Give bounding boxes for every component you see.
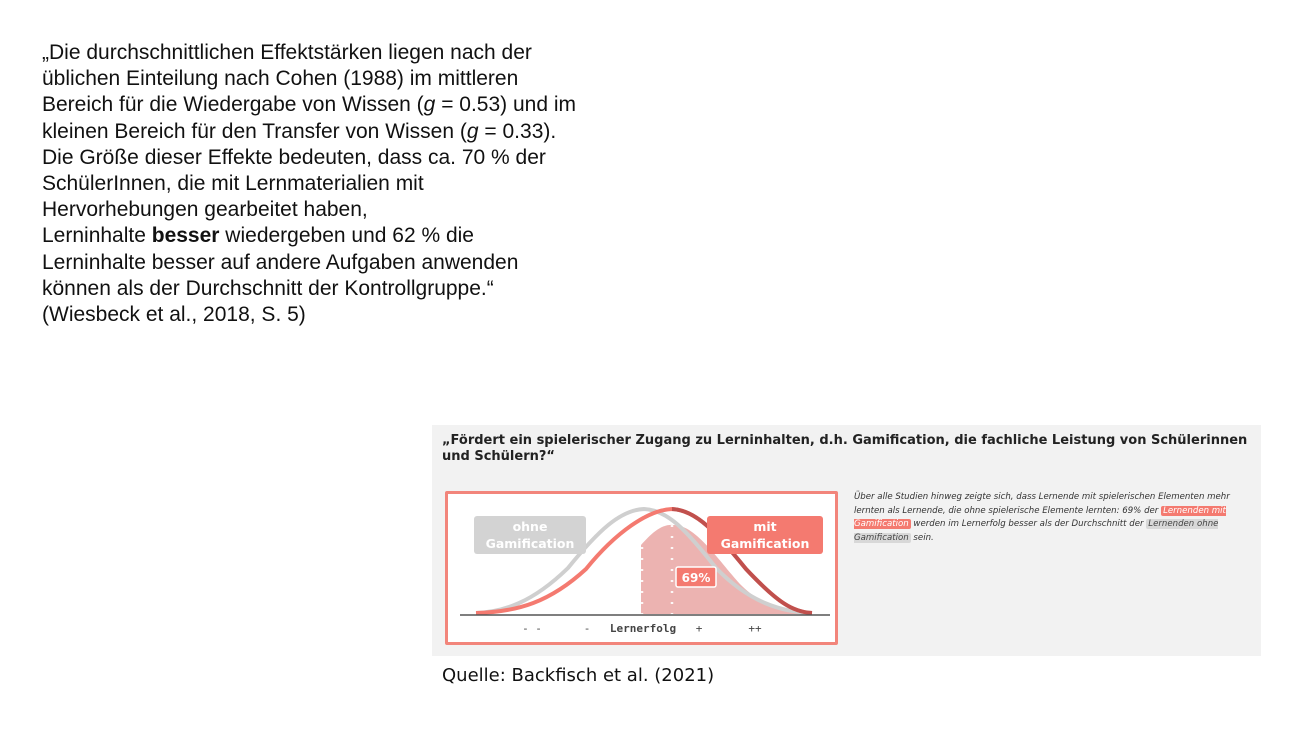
quote-line-part: wiedergeben und 62 % die bbox=[219, 224, 474, 248]
effect-size-symbol: g bbox=[466, 119, 479, 143]
quote-line-part: Bereich für die Wiedergabe von Wissen ( bbox=[42, 93, 424, 117]
finding-part: sein. bbox=[910, 532, 934, 543]
finding-part: Über alle Studien hinweg zeigte sich, dass Lernende mit spielerischen Elementen mehr lernten als Lernende, die ohne spielerische Elemente lernten: 69% der bbox=[854, 492, 1230, 516]
label-without-line2: Gamification bbox=[485, 536, 575, 551]
quote-citation: (Wiesbeck et al., 2018, S. 5) bbox=[42, 303, 306, 327]
emphasis-word: besser bbox=[151, 224, 220, 248]
axis-tick-high: + bbox=[695, 622, 703, 635]
distribution-figure bbox=[445, 491, 838, 645]
quote-line: Hervorhebungen gearbeitet haben, bbox=[42, 198, 368, 222]
label-without-line1: ohne bbox=[512, 519, 548, 534]
quote-line: SchülerInnen, die mit Lernmaterialien mit bbox=[42, 172, 424, 196]
finding-part: werden im Lernerfolg besser als der Durchschnitt der bbox=[910, 519, 1147, 530]
axis-title: Lernerfolg bbox=[609, 622, 677, 635]
quote-line: Lerninhalte besser auf andere Aufgaben anwenden bbox=[42, 250, 519, 274]
gamification-panel bbox=[432, 425, 1261, 656]
quote-line bbox=[42, 92, 682, 118]
quote-line-part: kleinen Bereich für den Transfer von Wissen ( bbox=[42, 119, 467, 143]
highlight-without-gamification: Lernenden ohne Gamification bbox=[854, 519, 1219, 543]
quote-line bbox=[42, 119, 682, 145]
source-caption: Quelle: Backfisch et al. (2021) bbox=[442, 665, 715, 686]
axis-tick-low: - bbox=[583, 622, 591, 635]
label-with-line1: mit bbox=[753, 519, 777, 534]
panel-question: „Fördert ein spielerischer Zugang zu Lerninhalten, d.h. Gamification, die fachliche Leistung von Schülerinnen und Schülern?“ bbox=[442, 433, 1248, 464]
quote-text bbox=[42, 40, 682, 328]
quote-line-part: = 0.53) und im bbox=[435, 93, 577, 117]
effect-size-symbol: g bbox=[423, 93, 436, 117]
distribution-graphic bbox=[448, 494, 835, 642]
percent-label: 69% bbox=[681, 571, 711, 585]
quote-line: „Die durchschnittlichen Effektstärken liegen nach der bbox=[42, 41, 532, 64]
quote-line-part: = 0.33). bbox=[478, 119, 557, 143]
label-with-line2: Gamification bbox=[720, 536, 810, 551]
finding-text bbox=[854, 491, 1254, 545]
axis-tick-very-low: - - bbox=[522, 622, 542, 635]
axis-tick-very-high: ++ bbox=[748, 622, 762, 635]
highlight-with-gamification: Lernenden mit Gamification bbox=[854, 505, 1226, 530]
quote-line: Die Größe dieser Effekte bedeuten, dass ca. 70 % der bbox=[42, 145, 546, 169]
quote-line-part: Lerninhalte bbox=[42, 224, 152, 248]
quote-line bbox=[42, 223, 682, 249]
quote-line: üblichen Einteilung nach Cohen (1988) im mittleren bbox=[42, 67, 519, 91]
quote-line: können als der Durchschnitt der Kontrollgruppe.“ bbox=[42, 276, 494, 300]
